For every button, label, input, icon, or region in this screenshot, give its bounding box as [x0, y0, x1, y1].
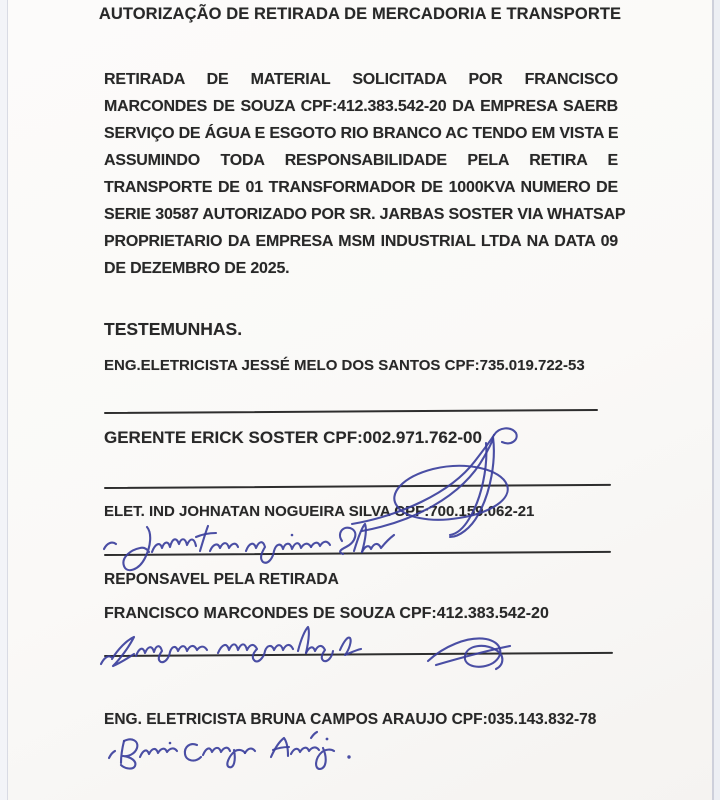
witness-line-erick: GERENTE ERICK SOSTER CPF:002.971.762-00 — [104, 428, 482, 447]
body-text-line: RETIRADA DE MATERIAL SOLICITADA POR FRANCISCO — [104, 71, 618, 88]
signature-francisco-marcondes-ink — [101, 627, 510, 669]
signature-johnatan-nogueira-silva-ink — [104, 524, 394, 570]
responsible-name-line: FRANCISCO MARCONDES DE SOUZA CPF:412.383.542-20 — [104, 605, 549, 622]
scan-edge-left-line — [7, 0, 8, 800]
witnesses-heading: TESTEMUNHAS. — [104, 319, 243, 339]
scan-edge-left-strip — [0, 0, 7, 800]
signature-rule-2 — [104, 484, 611, 489]
body-text-line: SERVIÇO DE ÁGUA E ESGOTO RIO BRANCO AC TENDO EM VISTA E — [104, 125, 619, 142]
signature-rule-1 — [104, 409, 598, 414]
body-text-line: DE DEZEMBRO DE 2025. — [104, 260, 290, 277]
body-text-line: ASSUMINDO TODA RESPONSABILIDADE PELA RETIRA E — [104, 152, 618, 169]
engineer-line-bruna: ENG. ELETRICISTA BRUNA CAMPOS ARAUJO CPF:035.143.832-78 — [104, 711, 597, 728]
witness-line-johnatan: ELET. IND JOHNATAN NOGUEIRA SILVA CPF:700.159.062-21 — [104, 503, 535, 520]
body-text-line: PROPRIETARIO DA EMPRESA MSM INDUSTRIAL LTDA NA DATA 09 — [104, 233, 618, 250]
signature-rule-3 — [104, 551, 611, 556]
signature-bruna-campos-araujo-ink — [109, 732, 351, 769]
body-text-line: TRANSPORTE DE 01 TRANSFORMADOR DE 1000KVA NUMERO DE — [104, 179, 618, 196]
scan-edge-right-strip — [714, 0, 720, 800]
body-text-line: MARCONDES DE SOUZA CPF:412.383.542-20 DA EMPRESA SAERB — [104, 98, 618, 115]
responsible-heading: REPONSAVEL PELA RETIRADA — [104, 571, 339, 588]
document-title: AUTORIZAÇÃO DE RETIRADA DE MERCADORIA E TRANSPORTE — [98, 5, 622, 23]
witness-line-jesse: ENG.ELETRICISTA JESSÉ MELO DOS SANTOS CPF:735.019.722-53 — [104, 357, 585, 374]
signature-rule-4 — [104, 652, 613, 657]
body-text-line: SERIE 30587 AUTORIZADO POR SR. JARBAS SOSTER VIA WHATSAP — [104, 206, 626, 223]
